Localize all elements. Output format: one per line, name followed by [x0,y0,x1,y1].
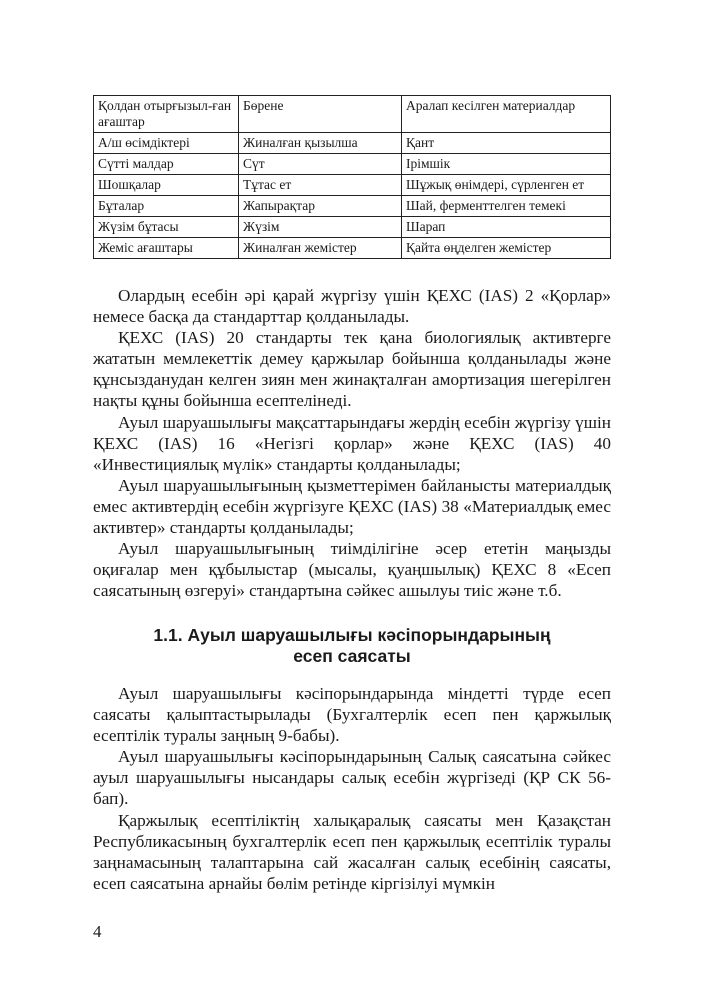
table-cell: Шошқалар [94,175,239,196]
table-cell: Жеміс ағаштары [94,238,239,259]
table-cell: Жапырақтар [239,196,402,217]
table-cell: Шұжық өнімдері, сүрленген ет [402,175,611,196]
section-heading-line: 1.1. Ауыл шаруашылығы кәсіпорындарының [153,625,551,645]
table-cell: Қолдан отырғызыл-ған ағаштар [94,96,239,133]
table-cell: Шарап [402,217,611,238]
table-cell: Жиналған қызылша [239,133,402,154]
paragraph: Қаржылық есептіліктің халықаралық саясаты мен Қазақстан Республикасының бухгалтерлік есеп пен қаржылық есептілік туралы заңнамасының талаптарына сай жасалған салық есебінің саясаты, есеп саясатына арнайы бөлім ретінде кіргізілуі мүмкін [93,810,611,893]
table-cell: Ірімшік [402,154,611,175]
table-cell: Қант [402,133,611,154]
table-cell: Қайта өңделген жемістер [402,238,611,259]
table-row [94,196,611,217]
table-cell: Жүзім бұтасы [94,217,239,238]
table-cell: Аралап кесілген материалдар [402,96,611,133]
table-row [94,217,611,238]
table-row [94,238,611,259]
body-text-top [93,285,611,601]
table-row [94,133,611,154]
paragraph: Ауыл шаруашылығының тиімділігіне әсер ететін маңызды оқиғалар мен құбылыстар (мысалы, қуаңшылық) ҚЕХС 8 «Есеп саясатының өзгеруі» стандартына сәйкес ашылуы тиіс және т.б. [93,539,611,601]
paragraph: Ауыл шаруашылығы кәсіпорындарында міндетті түрде есеп саясаты қалыптастырылады (Бухгалтерлік есеп пен қаржылық есептілік туралы заңның 9-бабы). [93,684,611,746]
paragraph: Ауыл шаруашылығының қызметтерімен байланысты материалдық емес активтердің есебін жүргізуге ҚЕХС (IAS) 38 «Материалдық емес активтер» стандарты қолданылады; [93,475,611,538]
table-cell: А/ш өсімдіктері [94,133,239,154]
table-cell: Сүт [239,154,402,175]
paragraph: ҚЕХС (IAS) 20 стандарты тек қана биологиялық активтерге жататын мемлекеттік демеу қаржылар бойынша қолданылады және құнсызданудан келген зиян мен жинақталған амортизация шегерілген нақты құны бойынша есептелінеді. [93,328,611,411]
table-row [94,154,611,175]
table-cell: Жиналған жемістер [239,238,402,259]
table-row [94,175,611,196]
table-cell: Бұталар [94,196,239,217]
body-text-bottom [93,683,611,894]
table-row [94,96,611,133]
table-cell: Бөрене [239,96,402,133]
paragraph: Олардың есебін әрі қарай жүргізу үшін ҚЕХС (IAS) 2 «Қорлар» немесе басқа да стандарттар қолданылады. [93,286,611,327]
paragraph: Ауыл шаруашылығы мақсаттарындағы жердің есебін жүргізу үшін ҚЕХС (IAS) 16 «Негізгі қорлар» және ҚЕХС (IAS) 40 «Инвестициялық мүлік» стандарты қолданылады; [93,412,611,474]
section-heading-line: есеп саясаты [293,646,411,666]
table-cell: Жүзім [239,217,402,238]
paragraph: Ауыл шаруашылығы кәсіпорындарының Салық саясатына сәйкес ауыл шаруашылығы нысандары салық есебін жүргізеді (ҚР СК 56-бап). [93,747,611,809]
table-cell: Тұтас ет [239,175,402,196]
page-number: 4 [93,922,102,941]
table-cell: Шай, ферменттелген темекі [402,196,611,217]
biological-assets-table [93,95,611,259]
section-heading [93,625,611,667]
table-cell: Сүтті малдар [94,154,239,175]
